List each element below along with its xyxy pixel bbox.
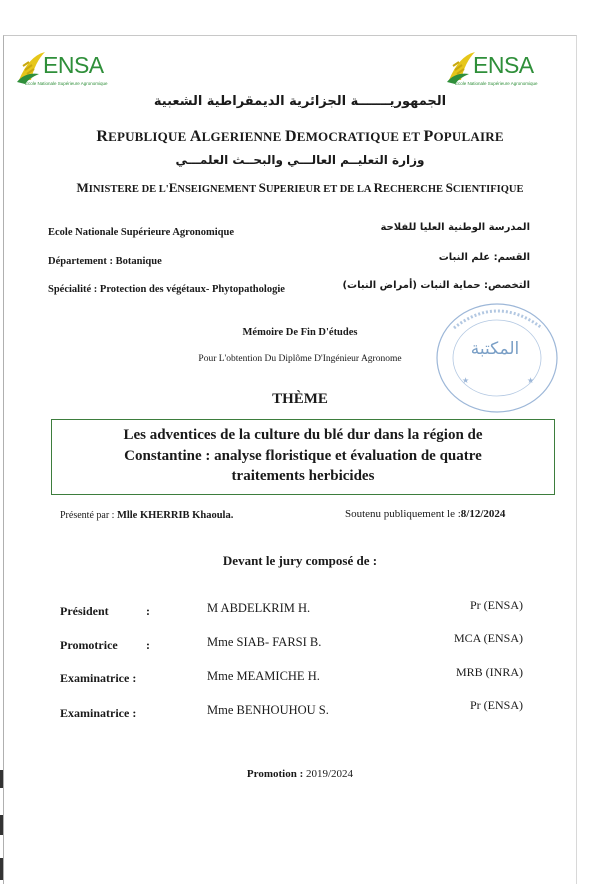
theme-line: Constantine : analyse floristique et évaluation de quatre — [124, 447, 482, 464]
jury-name: Mme SIAB- FARSI B. — [207, 635, 322, 649]
jury-name: Mme MEAMICHE H. — [207, 669, 320, 683]
school-name-ar: المدرسة الوطنية العليا للفلاحة — [380, 222, 530, 233]
theme-line: Les adventices de la culture du blé dur dans la région de — [123, 427, 483, 443]
ensa-logo-left — [15, 48, 107, 90]
jury-role: Examinatrice : — [60, 671, 137, 685]
french-republic-title: REPUBLIQUE ALGERIENNE DEMOCRATIQUE ET POPULAIRE — [96, 128, 504, 145]
svg-text:★: ★ — [462, 376, 470, 385]
jury-name: Mme BENHOUHOU S. — [207, 703, 329, 717]
arabic-ministry-title: وزارة التعليــم العالـــي والبحــث العلمـــي — [175, 153, 425, 167]
jury-grade: MRB (INRA) — [455, 665, 523, 679]
logo-subtitle: Ecole Nationale Supérieure Agronomique — [25, 81, 108, 86]
department-ar: القسم: علم النبات — [438, 252, 530, 263]
jury-role: Président — [60, 604, 109, 618]
jury-name: M ABDELKRIM H. — [207, 601, 311, 615]
jury-grade: Pr (ENSA) — [470, 598, 523, 612]
theme-title — [58, 425, 548, 487]
jury-role: Promotrice — [60, 638, 118, 652]
presented-by: Présenté par : Mlle KHERRIB Khaoula. — [60, 510, 234, 521]
theme-label: THÈME — [272, 391, 328, 407]
stamp-text: المكتبة — [470, 339, 520, 359]
jury-label: Devant le jury composé de : — [222, 553, 378, 568]
scan-margin-mark — [0, 858, 3, 880]
jury-colon: : — [146, 604, 150, 618]
memoire-subtitle: Pour L'obtention Du Diplôme D'Ingénieur Agronome — [198, 354, 402, 364]
arabic-republic-title: الجمهوريـــــــة الجزائرية الديمقراطية الشعبية — [153, 94, 447, 109]
school-name-fr: Ecole Nationale Supérieure Agronomique — [48, 227, 234, 238]
scan-margin-mark — [0, 815, 3, 835]
logo-name: ENSA — [43, 52, 104, 78]
jury-colon: : — [146, 638, 150, 652]
svg-text:★: ★ — [527, 376, 535, 385]
scan-margin-mark — [0, 770, 3, 788]
jury-grade: Pr (ENSA) — [470, 698, 523, 712]
student-name: Mlle KHERRIB Khaoula. — [116, 510, 234, 521]
ensa-logo-right — [445, 48, 537, 90]
theme-line: traitements herbicides — [231, 468, 375, 484]
specialty-ar: التخصص: حماية النبات (أمراض النبات) — [342, 280, 530, 291]
jury-grade: MCA (ENSA) — [453, 631, 523, 645]
logo-name: ENSA — [473, 52, 534, 78]
memoire-title: Mémoire De Fin D'études — [242, 327, 358, 338]
promotion: Promotion : 2019/2024 — [246, 768, 354, 780]
defense-date: Soutenu publiquement le :8/12/2024 — [345, 508, 506, 520]
department-fr: Département : Botanique — [48, 256, 162, 267]
french-ministry-title: MINISTERE DE L'ENSEIGNEMENT SUPERIEUR ET DE LA RECHERCHE SCIENTIFIQUE — [76, 180, 524, 195]
jury-role: Examinatrice : — [60, 706, 137, 720]
logo-subtitle: Ecole Nationale Supérieure Agronomique — [455, 81, 538, 86]
specialty-fr: Spécialité : Protection des végétaux- Phytopathologie — [48, 284, 285, 295]
